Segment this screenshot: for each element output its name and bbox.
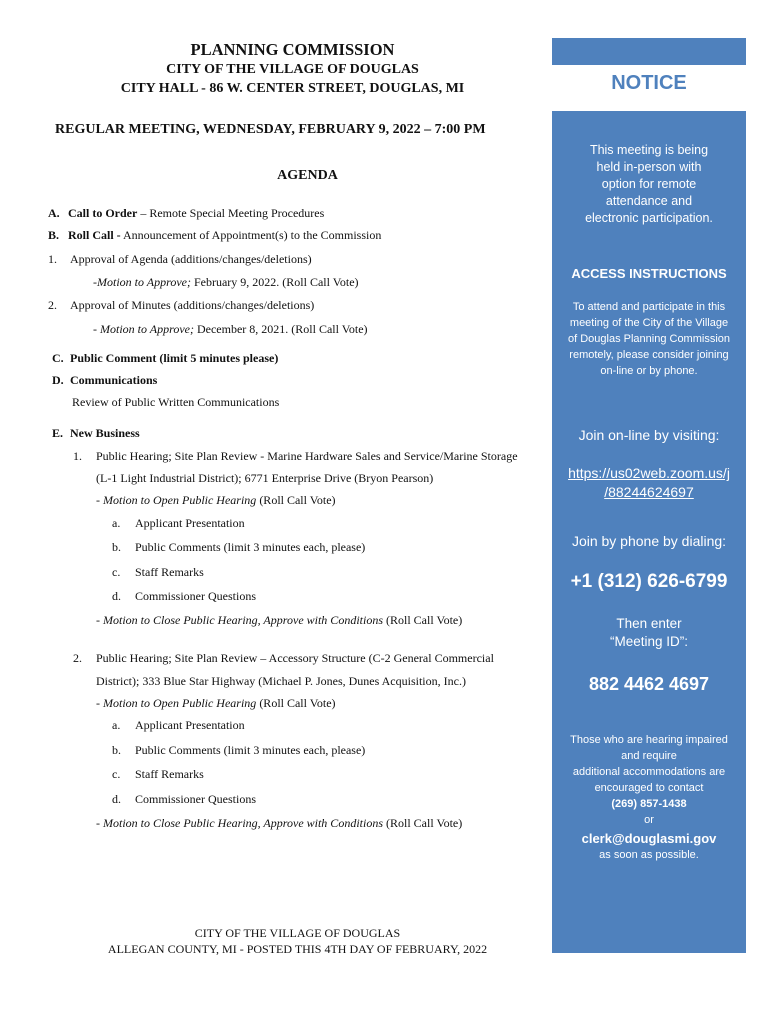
sub-text: Public Comments (limit 3 minutes each, please) bbox=[135, 540, 366, 554]
sub-item bbox=[112, 589, 256, 604]
item-text: Approval of Agenda (additions/changes/deletions) bbox=[70, 252, 312, 266]
sidebar-top-bar bbox=[552, 38, 746, 65]
item-label: 2. bbox=[73, 651, 82, 665]
item-continuation: District); 333 Blue Star Highway (Michael P. Jones, Dunes Acquisition, Inc.) bbox=[96, 674, 466, 688]
sub-label: d. bbox=[112, 589, 121, 603]
notice-sidebar bbox=[552, 111, 746, 953]
sub-label: a. bbox=[112, 516, 121, 530]
or-text: or bbox=[644, 814, 654, 826]
intro-line: electronic participation. bbox=[585, 211, 713, 225]
access-line: remotely, please consider joining bbox=[569, 349, 729, 361]
agenda-item-a bbox=[48, 206, 324, 221]
sub-item bbox=[112, 565, 204, 580]
intro-line: held in-person with bbox=[596, 160, 702, 174]
motion-text: December 8, 2021. (Roll Call Vote) bbox=[193, 322, 368, 336]
item-label: D. bbox=[52, 373, 64, 387]
accommodation-line: additional accommodations are bbox=[572, 766, 726, 778]
sub-label: c. bbox=[112, 565, 121, 579]
motion-open bbox=[96, 493, 336, 508]
motion-text: (Roll Call Vote) bbox=[256, 696, 336, 710]
sub-item bbox=[112, 718, 245, 733]
accommodation-line: and require bbox=[621, 750, 677, 762]
item-label: B. bbox=[48, 228, 60, 242]
sub-label: d. bbox=[112, 792, 121, 806]
item-title: Roll Call - bbox=[68, 228, 121, 242]
motion-text: (Roll Call Vote) bbox=[256, 493, 336, 507]
sub-item bbox=[112, 792, 256, 807]
new-business-item-1 bbox=[73, 449, 518, 464]
agenda-item-1 bbox=[48, 252, 312, 267]
motion-italic: -Motion to Approve; bbox=[93, 275, 191, 289]
zoom-link-line[interactable]: /88244624697 bbox=[604, 484, 694, 500]
sub-text: Staff Remarks bbox=[135, 565, 204, 579]
sub-item bbox=[112, 516, 245, 531]
agenda-item-d bbox=[52, 373, 157, 388]
access-instructions-text bbox=[552, 299, 746, 379]
motion-close bbox=[96, 613, 462, 628]
motion-line bbox=[93, 275, 359, 290]
motion-italic: - Motion to Approve; bbox=[93, 322, 194, 336]
sub-item bbox=[112, 767, 204, 782]
item-continuation: (L-1 Light Industrial District); 6771 Enterprise Drive (Bryon Pearson) bbox=[96, 471, 434, 485]
motion-close bbox=[96, 816, 462, 831]
agenda-item-c bbox=[52, 351, 278, 366]
agenda-item-2 bbox=[48, 298, 314, 313]
agenda-title: AGENDA bbox=[277, 168, 338, 183]
sub-text: Applicant Presentation bbox=[135, 718, 245, 732]
access-line: on-line or by phone. bbox=[600, 365, 698, 377]
city-name: CITY OF THE VILLAGE OF DOUGLAS bbox=[166, 62, 419, 77]
zoom-link-line[interactable]: https://us02web.zoom.us/j bbox=[568, 465, 730, 481]
footer-posted: ALLEGAN COUNTY, MI - POSTED THIS 4TH DAY OF FEBRUARY, 2022 bbox=[107, 942, 488, 956]
agenda-item-b bbox=[48, 228, 381, 243]
access-instructions-heading: ACCESS INSTRUCTIONS bbox=[571, 266, 727, 281]
motion-text: February 9, 2022. (Roll Call Vote) bbox=[190, 275, 359, 289]
agenda-item-e bbox=[52, 426, 140, 441]
contact-email[interactable]: clerk@douglasmi.gov bbox=[581, 831, 717, 846]
access-line: meeting of the City of the Village bbox=[569, 317, 729, 329]
motion-text: (Roll Call Vote) bbox=[383, 816, 463, 830]
motion-italic: - Motion to Close Public Hearing, Approve with Conditions bbox=[96, 816, 383, 830]
join-phone-label: Join by phone by dialing: bbox=[571, 533, 727, 549]
item-text: Approval of Minutes (additions/changes/deletions) bbox=[70, 298, 315, 312]
item-label: 1. bbox=[48, 252, 57, 266]
motion-text: (Roll Call Vote) bbox=[383, 613, 463, 627]
sub-label: a. bbox=[112, 718, 121, 732]
sub-label: c. bbox=[112, 767, 121, 781]
accommodation-line: encouraged to contact bbox=[594, 782, 704, 794]
asap-text: as soon as possible. bbox=[599, 849, 699, 861]
dial-in-phone: +1 (312) 626-6799 bbox=[570, 571, 728, 592]
accommodations-text bbox=[552, 732, 746, 828]
contact-phone: (269) 857-1438 bbox=[611, 798, 687, 810]
item-text: Public Hearing; Site Plan Review - Marine Hardware Sales and Service/Marine Storage bbox=[96, 449, 518, 463]
accommodation-line: Those who are hearing impaired bbox=[570, 734, 728, 746]
sub-item bbox=[112, 540, 365, 555]
meeting-id-prompt bbox=[552, 615, 746, 651]
sub-text: Applicant Presentation bbox=[135, 516, 245, 530]
footer-city: CITY OF THE VILLAGE OF DOUGLAS bbox=[194, 926, 401, 940]
sub-label: b. bbox=[112, 743, 121, 757]
intro-line: This meeting is being bbox=[589, 143, 709, 157]
sub-text: Commissioner Questions bbox=[135, 792, 257, 806]
sub-text: Commissioner Questions bbox=[135, 589, 257, 603]
sub-text: Public Comments (limit 3 minutes each, please) bbox=[135, 743, 366, 757]
access-line: of Douglas Planning Commission bbox=[567, 333, 731, 345]
intro-line: attendance and bbox=[605, 194, 693, 208]
prompt-line: “Meeting ID”: bbox=[609, 634, 689, 649]
item-label: 1. bbox=[73, 449, 82, 463]
document-title: PLANNING COMMISSION bbox=[190, 40, 395, 59]
notice-intro bbox=[552, 142, 746, 227]
communications-sub: Review of Public Written Communications bbox=[72, 395, 280, 409]
item-text: Public Hearing; Site Plan Review – Accessory Structure (C-2 General Commercial bbox=[96, 651, 494, 665]
meeting-heading: REGULAR MEETING, WEDNESDAY, FEBRUARY 9, 2022 – 7:00 PM bbox=[55, 122, 486, 137]
sub-item bbox=[112, 743, 365, 758]
access-line: To attend and participate in this bbox=[572, 301, 726, 313]
intro-line: option for remote bbox=[601, 177, 697, 191]
meeting-id: 882 4462 4697 bbox=[588, 674, 710, 694]
item-title: Communications bbox=[70, 373, 158, 387]
zoom-link[interactable] bbox=[552, 464, 746, 502]
motion-italic: - Motion to Open Public Hearing bbox=[96, 696, 257, 710]
motion-italic: - Motion to Close Public Hearing, Approve with Conditions bbox=[96, 613, 383, 627]
item-label: C. bbox=[52, 351, 64, 365]
item-title: Call to Order bbox=[68, 206, 138, 220]
motion-open bbox=[96, 696, 336, 711]
item-text: Announcement of Appointment(s) to the Commission bbox=[120, 228, 382, 242]
item-title: Public Comment (limit 5 minutes please) bbox=[70, 351, 279, 365]
join-online-label: Join on-line by visiting: bbox=[578, 427, 720, 443]
item-label: A. bbox=[48, 206, 60, 220]
notice-heading: NOTICE bbox=[611, 72, 687, 94]
item-title: New Business bbox=[70, 426, 140, 440]
new-business-item-2 bbox=[73, 651, 494, 666]
item-text: – Remote Special Meeting Procedures bbox=[137, 206, 325, 220]
motion-line bbox=[93, 322, 368, 337]
item-label: E. bbox=[52, 426, 64, 440]
item-label: 2. bbox=[48, 298, 57, 312]
motion-italic: - Motion to Open Public Hearing bbox=[96, 493, 257, 507]
sub-text: Staff Remarks bbox=[135, 767, 204, 781]
prompt-line: Then enter bbox=[616, 616, 682, 631]
city-hall-address: CITY HALL - 86 W. CENTER STREET, DOUGLAS, MI bbox=[120, 81, 465, 96]
sub-label: b. bbox=[112, 540, 121, 554]
